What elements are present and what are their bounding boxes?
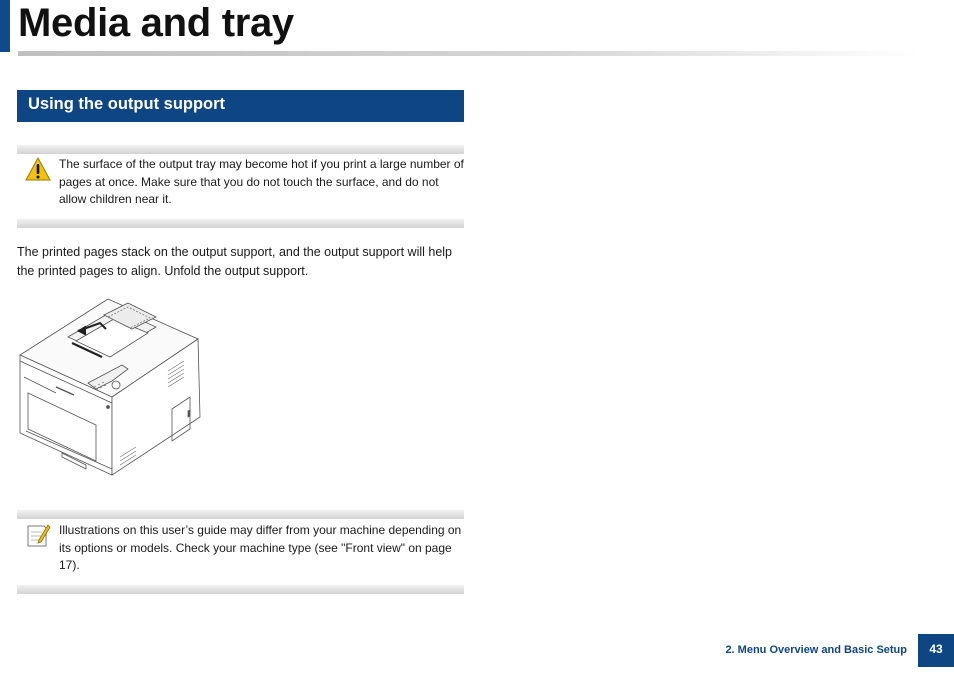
note-box — [17, 510, 464, 594]
note-top-bar — [17, 510, 464, 519]
title-divider — [18, 51, 918, 56]
caution-bottom-bar — [17, 219, 464, 228]
printer-illustration — [16, 293, 206, 488]
note-bottom-bar — [17, 585, 464, 594]
section-header — [17, 90, 464, 122]
caution-top-bar — [17, 145, 464, 154]
note-icon — [25, 522, 51, 553]
warning-icon — [25, 157, 51, 186]
caution-text: The surface of the output tray may become hot if you print a large number of pages at once. Make sure that you do not touch the surface, and do not allow children near it. — [59, 157, 464, 206]
title-accent-bar — [0, 0, 10, 52]
footer-chapter-link[interactable]: 2. Menu Overview and Basic Setup — [725, 644, 907, 656]
page-number: 43 — [918, 634, 954, 667]
caution-box — [17, 145, 464, 229]
note-text: Illustrations on this user’s guide may differ from your machine depending on its options or models. Check your machine type (see "Front view" on page 17). — [59, 523, 462, 572]
body-paragraph: The printed pages stack on the output support, and the output support will help the printed pages to align. Unfold the output support. — [17, 245, 453, 278]
page-title: Media and tray — [18, 1, 294, 45]
section-title: Using the output support — [28, 95, 226, 113]
